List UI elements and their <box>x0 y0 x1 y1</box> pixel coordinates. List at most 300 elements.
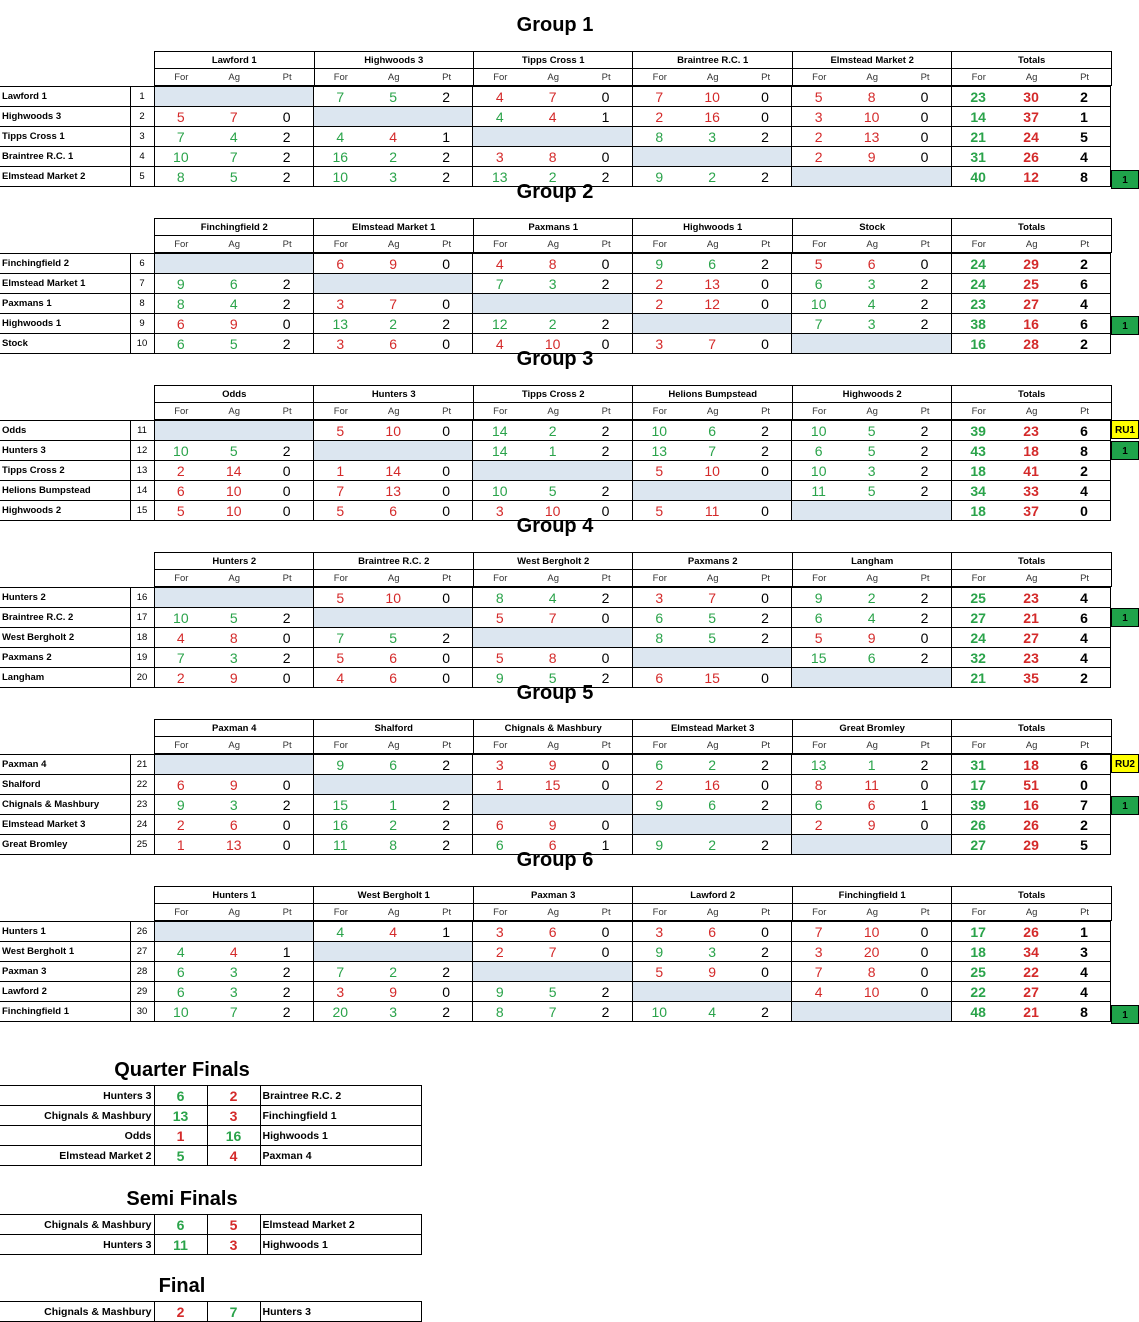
score-against: 4 <box>845 608 898 628</box>
score-for: 5 <box>632 461 685 481</box>
column-team-name: West Bergholt 2 <box>473 553 632 570</box>
col-ag: Ag <box>1005 403 1058 420</box>
match-row <box>0 1126 421 1146</box>
score-against: 2 <box>526 167 579 187</box>
points: 0 <box>260 668 313 688</box>
row-number: 19 <box>130 648 154 668</box>
col-for: For <box>792 236 845 253</box>
score-against: 9 <box>845 628 898 648</box>
row-team-name: Odds <box>0 421 130 441</box>
row-team-name: Paxmans 1 <box>0 294 130 314</box>
score-for: 3 <box>632 334 685 354</box>
score-against: 6 <box>367 501 420 521</box>
group-title: Group 2 <box>516 181 594 203</box>
row-number: 22 <box>130 775 154 795</box>
total-against: 16 <box>1005 795 1058 815</box>
score-for: 5 <box>792 628 845 648</box>
group-winner-badge: 1 <box>1111 316 1139 335</box>
points: 2 <box>739 167 792 187</box>
self-match-cell <box>739 982 792 1002</box>
points: 0 <box>898 628 951 648</box>
points: 2 <box>739 795 792 815</box>
score-for: 5 <box>313 501 366 521</box>
points: 1 <box>420 922 473 942</box>
total-against: 23 <box>1005 421 1058 441</box>
points: 1 <box>579 107 632 127</box>
score-for: 6 <box>473 815 526 835</box>
column-team-name: Paxmans 1 <box>473 219 633 236</box>
score-for: 9 <box>154 795 207 815</box>
total-against: 28 <box>1005 334 1058 354</box>
score-for: 12 <box>473 314 526 334</box>
group-title: Group 1 <box>516 14 594 36</box>
score-for: 9 <box>632 167 685 187</box>
row-number: 15 <box>130 501 154 521</box>
score-against: 7 <box>686 441 739 461</box>
home-team: Odds <box>0 1126 154 1146</box>
score-against: 16 <box>686 107 739 127</box>
col-for: For <box>155 737 208 754</box>
points: 0 <box>898 775 951 795</box>
col-for: For <box>314 69 367 86</box>
col-for: For <box>792 69 845 86</box>
self-match-cell <box>739 815 792 835</box>
total-points: 4 <box>1058 294 1111 314</box>
col-pt: Pt <box>261 236 314 253</box>
score-against: 8 <box>526 147 579 167</box>
knockout-stage-title: Semi Finals <box>126 1188 238 1210</box>
score-against: 9 <box>526 815 579 835</box>
points: 0 <box>260 835 313 855</box>
score-against: 8 <box>526 648 579 668</box>
table-row <box>0 461 1111 481</box>
row-number: 6 <box>130 254 154 274</box>
total-for: 25 <box>951 588 1004 608</box>
points: 2 <box>420 815 473 835</box>
score-for: 8 <box>632 628 685 648</box>
col-pt: Pt <box>580 737 633 754</box>
self-match-cell <box>260 922 313 942</box>
points: 0 <box>420 294 473 314</box>
col-pt: Pt <box>580 236 633 253</box>
points: 2 <box>579 668 632 688</box>
score-against: 9 <box>526 755 579 775</box>
self-match-cell <box>526 628 579 648</box>
row-team-name: Highwoods 1 <box>0 314 130 334</box>
score-for: 5 <box>154 107 207 127</box>
points: 2 <box>898 441 951 461</box>
total-points: 4 <box>1058 982 1111 1002</box>
table-row <box>0 147 1111 167</box>
total-for: 21 <box>951 127 1004 147</box>
col-for: For <box>314 236 367 253</box>
home-score: 13 <box>154 1106 207 1126</box>
col-for: For <box>633 69 686 86</box>
table-row <box>0 481 1111 501</box>
score-against: 6 <box>686 922 739 942</box>
score-against: 13 <box>367 481 420 501</box>
points: 2 <box>260 962 313 982</box>
col-for: For <box>155 69 208 86</box>
points: 2 <box>260 795 313 815</box>
score-against: 4 <box>526 588 579 608</box>
score-against: 2 <box>367 147 420 167</box>
self-match-cell <box>632 314 685 334</box>
row-number: 18 <box>130 628 154 648</box>
col-for: For <box>952 737 1005 754</box>
home-score: 6 <box>154 1086 207 1106</box>
score-against: 15 <box>686 668 739 688</box>
points: 0 <box>420 588 473 608</box>
col-for: For <box>792 403 845 420</box>
points: 0 <box>739 107 792 127</box>
points: 0 <box>420 668 473 688</box>
score-against: 11 <box>686 501 739 521</box>
score-against: 6 <box>367 648 420 668</box>
score-for: 6 <box>632 668 685 688</box>
column-team-name: Stock <box>792 219 951 236</box>
total-against: 27 <box>1005 628 1058 648</box>
points: 0 <box>579 755 632 775</box>
column-team-name: Great Bromley <box>792 720 951 737</box>
self-match-cell <box>207 922 260 942</box>
row-team-name: Chignals & Mashbury <box>0 795 130 815</box>
points: 0 <box>260 775 313 795</box>
self-match-cell <box>739 648 792 668</box>
self-match-cell <box>579 795 632 815</box>
knockout-table <box>0 1085 422 1166</box>
score-against: 7 <box>526 1002 579 1022</box>
total-points: 6 <box>1058 608 1111 628</box>
col-pt: Pt <box>261 737 314 754</box>
score-for: 7 <box>792 922 845 942</box>
row-team-name: Tipps Cross 2 <box>0 461 130 481</box>
column-team-name: Paxman 3 <box>473 887 632 904</box>
row-number: 30 <box>130 1002 154 1022</box>
points: 2 <box>579 441 632 461</box>
score-against: 5 <box>526 481 579 501</box>
col-pt: Pt <box>420 904 473 921</box>
score-for: 8 <box>154 167 207 187</box>
self-match-cell <box>367 942 420 962</box>
score-against: 5 <box>845 441 898 461</box>
score-against: 3 <box>686 127 739 147</box>
self-match-cell <box>154 588 207 608</box>
total-against: 41 <box>1005 461 1058 481</box>
score-for: 10 <box>792 421 845 441</box>
points: 0 <box>898 982 951 1002</box>
col-pt: Pt <box>420 737 473 754</box>
points: 2 <box>898 421 951 441</box>
points: 2 <box>898 461 951 481</box>
total-for: 14 <box>951 107 1004 127</box>
col-pt: Pt <box>1058 403 1111 420</box>
score-against: 16 <box>686 775 739 795</box>
score-for: 10 <box>792 294 845 314</box>
score-for: 9 <box>632 835 685 855</box>
points: 0 <box>739 668 792 688</box>
self-match-cell <box>420 441 473 461</box>
score-for: 3 <box>313 334 366 354</box>
points: 0 <box>739 922 792 942</box>
col-ag: Ag <box>686 904 739 921</box>
col-for: For <box>473 904 526 921</box>
score-for: 15 <box>792 648 845 668</box>
match-row <box>0 1086 421 1106</box>
column-totals: Totals <box>952 553 1111 570</box>
total-against: 37 <box>1005 501 1058 521</box>
column-totals: Totals <box>952 52 1111 69</box>
self-match-cell <box>260 421 313 441</box>
score-against: 9 <box>207 668 260 688</box>
score-against: 4 <box>686 1002 739 1022</box>
score-against: 2 <box>686 167 739 187</box>
row-number: 9 <box>130 314 154 334</box>
group-title: Group 3 <box>516 348 594 370</box>
group-winner-badge: 1 <box>1111 170 1139 189</box>
score-for: 5 <box>792 254 845 274</box>
points: 2 <box>260 127 313 147</box>
away-team: Paxman 4 <box>260 1146 421 1166</box>
score-against: 7 <box>526 942 579 962</box>
away-team: Hunters 3 <box>260 1302 421 1322</box>
total-points: 6 <box>1058 314 1111 334</box>
knockout-stage-title: Quarter Finals <box>114 1059 250 1081</box>
score-for: 9 <box>473 982 526 1002</box>
column-team-name: Hunters 3 <box>314 386 473 403</box>
col-for: For <box>952 403 1005 420</box>
score-for: 10 <box>632 421 685 441</box>
points: 2 <box>260 982 313 1002</box>
col-pt: Pt <box>420 403 473 420</box>
self-match-cell <box>632 982 685 1002</box>
score-against: 8 <box>207 628 260 648</box>
score-for: 3 <box>473 922 526 942</box>
self-match-cell <box>632 147 685 167</box>
score-for: 10 <box>154 608 207 628</box>
col-pt: Pt <box>261 570 314 587</box>
total-against: 23 <box>1005 648 1058 668</box>
points: 2 <box>420 835 473 855</box>
points: 2 <box>579 982 632 1002</box>
score-for: 1 <box>154 835 207 855</box>
home-score: 5 <box>154 1146 207 1166</box>
score-for: 7 <box>632 87 685 107</box>
table-row <box>0 294 1111 314</box>
score-for: 8 <box>792 775 845 795</box>
col-for: For <box>314 737 367 754</box>
col-ag: Ag <box>208 904 261 921</box>
points: 0 <box>420 421 473 441</box>
points: 2 <box>739 1002 792 1022</box>
score-against: 9 <box>845 815 898 835</box>
col-for: For <box>792 737 845 754</box>
col-pt: Pt <box>899 69 952 86</box>
score-for: 6 <box>632 608 685 628</box>
group-winner-badge: 1 <box>1111 1005 1139 1024</box>
self-match-cell <box>686 147 739 167</box>
score-for: 3 <box>632 588 685 608</box>
self-match-cell <box>739 147 792 167</box>
row-team-name: Stock <box>0 334 130 354</box>
table-row <box>0 795 1111 815</box>
total-against: 21 <box>1005 608 1058 628</box>
group-header <box>154 552 1112 587</box>
column-team-name: Braintree R.C. 2 <box>314 553 473 570</box>
self-match-cell <box>473 127 526 147</box>
score-for: 16 <box>313 815 366 835</box>
points: 0 <box>579 147 632 167</box>
self-match-cell <box>526 795 579 815</box>
self-match-cell <box>154 755 207 775</box>
score-for: 5 <box>792 87 845 107</box>
col-ag: Ag <box>208 570 261 587</box>
self-match-cell <box>579 127 632 147</box>
col-pt: Pt <box>580 403 633 420</box>
score-for: 9 <box>632 942 685 962</box>
row-number: 24 <box>130 815 154 835</box>
col-ag: Ag <box>846 403 899 420</box>
score-for: 11 <box>313 835 366 855</box>
total-for: 17 <box>951 922 1004 942</box>
score-against: 2 <box>367 815 420 835</box>
column-team-name: Highwoods 3 <box>314 52 474 69</box>
points: 2 <box>898 481 951 501</box>
column-team-name: Hunters 1 <box>155 887 314 904</box>
score-against: 10 <box>207 501 260 521</box>
score-for: 2 <box>792 127 845 147</box>
total-against: 35 <box>1005 668 1058 688</box>
total-for: 17 <box>951 775 1004 795</box>
score-against: 6 <box>845 254 898 274</box>
self-match-cell <box>420 608 473 628</box>
total-against: 34 <box>1005 942 1058 962</box>
col-ag: Ag <box>208 403 261 420</box>
self-match-cell <box>154 421 207 441</box>
score-for: 1 <box>313 461 366 481</box>
row-team-name: West Bergholt 2 <box>0 628 130 648</box>
col-pt: Pt <box>739 236 792 253</box>
points: 2 <box>579 167 632 187</box>
self-match-cell <box>473 962 526 982</box>
home-team: Hunters 3 <box>0 1235 154 1255</box>
self-match-cell <box>313 608 366 628</box>
points: 0 <box>260 815 313 835</box>
score-against: 6 <box>686 421 739 441</box>
points: 2 <box>260 334 313 354</box>
row-team-name: Highwoods 3 <box>0 107 130 127</box>
score-against: 6 <box>207 274 260 294</box>
table-row <box>0 254 1111 274</box>
total-points: 0 <box>1058 775 1111 795</box>
col-for: For <box>314 570 367 587</box>
score-for: 10 <box>154 441 207 461</box>
points: 2 <box>420 962 473 982</box>
score-against: 3 <box>207 962 260 982</box>
group-winner-badge: 1 <box>1111 608 1139 627</box>
total-points: 4 <box>1058 147 1111 167</box>
total-against: 21 <box>1005 1002 1058 1022</box>
row-number: 12 <box>130 441 154 461</box>
group-header <box>154 719 1112 754</box>
self-match-cell <box>154 254 207 274</box>
score-against: 8 <box>367 835 420 855</box>
score-for: 7 <box>313 481 366 501</box>
column-totals: Totals <box>952 386 1111 403</box>
column-team-name: Odds <box>155 386 314 403</box>
score-against: 7 <box>367 294 420 314</box>
self-match-cell <box>260 755 313 775</box>
points: 0 <box>739 274 792 294</box>
points: 0 <box>579 334 632 354</box>
home-score: 11 <box>154 1235 207 1255</box>
score-against: 12 <box>686 294 739 314</box>
score-for: 10 <box>313 167 366 187</box>
away-team: Highwoods 1 <box>260 1235 421 1255</box>
score-for: 2 <box>154 815 207 835</box>
points: 2 <box>579 588 632 608</box>
points: 2 <box>420 314 473 334</box>
col-pt: Pt <box>739 69 792 86</box>
points: 2 <box>260 274 313 294</box>
points: 0 <box>739 461 792 481</box>
score-against: 13 <box>686 274 739 294</box>
self-match-cell <box>473 628 526 648</box>
score-against: 14 <box>207 461 260 481</box>
row-team-name: Paxman 3 <box>0 962 130 982</box>
points: 2 <box>260 294 313 314</box>
score-against: 6 <box>367 755 420 775</box>
table-row <box>0 87 1111 107</box>
score-against: 5 <box>686 628 739 648</box>
row-number: 16 <box>130 588 154 608</box>
score-against: 4 <box>207 294 260 314</box>
total-points: 2 <box>1058 254 1111 274</box>
score-for: 8 <box>154 294 207 314</box>
total-against: 16 <box>1005 314 1058 334</box>
total-points: 5 <box>1058 127 1111 147</box>
points: 2 <box>420 628 473 648</box>
self-match-cell <box>632 648 685 668</box>
self-match-cell <box>420 107 473 127</box>
col-ag: Ag <box>1005 904 1058 921</box>
total-for: 39 <box>951 421 1004 441</box>
total-points: 1 <box>1058 922 1111 942</box>
score-against: 11 <box>845 775 898 795</box>
points: 2 <box>579 421 632 441</box>
score-against: 4 <box>845 294 898 314</box>
score-against: 10 <box>845 107 898 127</box>
column-team-name: Paxmans 2 <box>633 553 793 570</box>
score-for: 15 <box>313 795 366 815</box>
total-for: 24 <box>951 274 1004 294</box>
total-points: 2 <box>1058 334 1111 354</box>
col-for: For <box>952 904 1005 921</box>
column-team-name: Shalford <box>314 720 473 737</box>
total-points: 4 <box>1058 648 1111 668</box>
self-match-cell <box>686 648 739 668</box>
score-for: 7 <box>792 962 845 982</box>
points: 2 <box>260 441 313 461</box>
points: 2 <box>898 755 951 775</box>
col-ag: Ag <box>527 737 580 754</box>
points: 2 <box>739 127 792 147</box>
score-for: 5 <box>313 648 366 668</box>
score-against: 4 <box>367 922 420 942</box>
score-for: 2 <box>632 294 685 314</box>
table-row <box>0 755 1111 775</box>
total-for: 38 <box>951 314 1004 334</box>
